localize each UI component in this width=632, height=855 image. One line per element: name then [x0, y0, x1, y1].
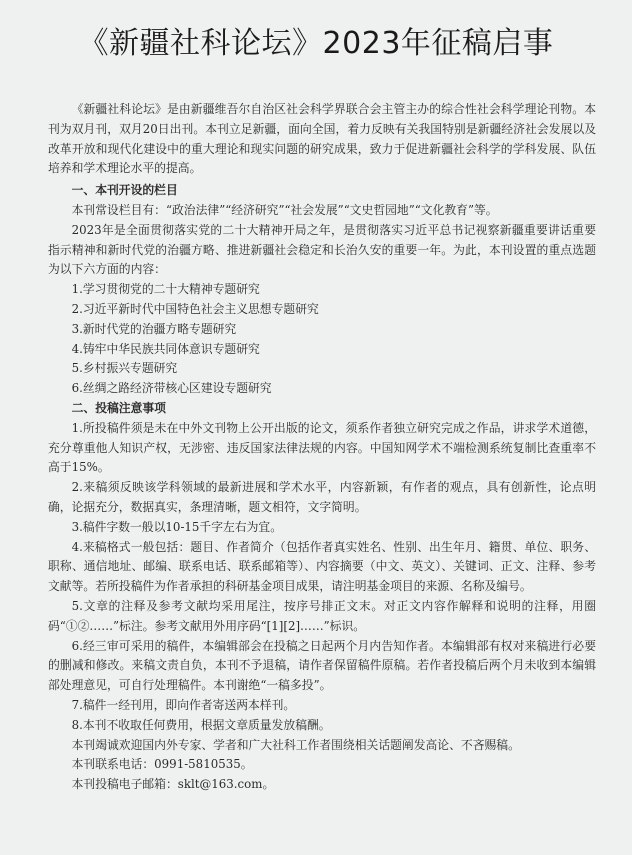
- topic-item: 4.铸牢中华民族共同体意识专题研究: [71, 341, 260, 356]
- topic-item: 3.新时代党的治疆方略专题研究: [71, 321, 237, 336]
- submission-item: 8.本刊不收取任何费用，根据文章质量发放稿酬。: [71, 717, 331, 732]
- submission-item: 5.文章的注释及参考文献均采用尾注，按序号排正文末。对正文内容作解释和说明的注释，用圈码“①②……”标注。参考文献用外用序码“[1][2]……”标识。: [48, 598, 596, 633]
- submission-item: 1.所投稿件须是未在中外文刊物上公开出版的论文，须系作者独立研究完成之作品，讲求学术道德，充分尊重他人知识产权，无涉密、违反国家法律法规的内容。中国知网学术不端检测系统复制比查重率不高于15%。: [48, 420, 596, 475]
- section-heading-submission: 二、投稿注意事项: [71, 400, 166, 415]
- submission-item: 3.稿件字数一般以10-15千字左右为宜。: [71, 519, 283, 534]
- submission-item: 4.来稿格式一般包括：题目、作者简介（包括作者真实姓名、性别、出生年月、籍贯、单位、职务、职称、通信地址、邮编、联系电话、联系邮箱等）、内容摘要（中文、英文）、关键词、正文、注释、参考文献等。若所投稿件为作者承担的科研基金项目成果，请注明基金项目的来源、名称及编号。: [48, 539, 596, 594]
- contact-phone: 本刊联系电话：0991-5810535。: [71, 757, 253, 772]
- submission-item: 6.经三审可采用的稿件，本编辑部会在投稿之日起两个月内告知作者。本编辑部有权对来稿进行必要的删减和修改。来稿文责自负，本刊不予退稿，请作者保留稿件原稿。若作者投稿后两个月未收到本编辑部处理意见，可自行处理稿件。本刊谢绝“一稿多投”。: [48, 638, 596, 693]
- intro-paragraph: 《新疆社科论坛》是由新疆维吾尔自治区社会科学界联合会主管主办的综合性社会科学理论刊物。本刊为双月刊，双月20日出刊。本刊立足新疆，面向全国，着力反映有关我国特别是新疆经济社会发展以及改革开放和现代化建设中的重大理论和现实问题的研究成果，致力于促进新疆社会科学的学科发展、队伍培养和学术理论水平的提高。: [48, 102, 596, 176]
- submission-item: 2.来稿须反映该学科领域的最新进展和学术水平，内容新颖，有作者的观点，具有创新性，论点明确，论据充分，数据真实，条理清晰，题文相符，文字简明。: [48, 480, 596, 514]
- section-heading-columns: 一、本刊开设的栏目: [71, 183, 178, 198]
- topic-item: 1.学习贯彻党的二十大精神专题研究: [71, 282, 260, 297]
- page-title: 《新疆社科论坛》2023年征稿启事: [78, 26, 554, 61]
- background-paragraph: 2023年是全面贯彻落实党的二十大精神开局之年，是贯彻落实习近平总书记视察新疆重要讲话重要指示精神和新时代党的治疆方略、推进新疆社会稳定和长治久安的重要一年。为此，本刊设置的重点选题为以下六方面的内容：: [48, 222, 596, 277]
- columns-paragraph: 本刊常设栏目有：“政治法律”“经济研究”“社会发展”“文史哲园地”“文化教育”等。: [71, 202, 498, 217]
- notice-body: [48, 100, 596, 795]
- closing-paragraph: 本刊竭诚欢迎国内外专家、学者和广大社科工作者围绕相关话题阐发高论、不吝赐稿。: [71, 737, 520, 752]
- topic-item: 2.习近平新时代中国特色社会主义思想专题研究: [71, 301, 319, 316]
- contact-email: 本刊投稿电子邮箱：sklt@163.com。: [71, 777, 275, 792]
- submission-item: 7.稿件一经刊用，即向作者寄送两本样刊。: [71, 697, 296, 712]
- topic-item: 5.乡村振兴专题研究: [71, 361, 178, 376]
- topic-item: 6.丝绸之路经济带核心区建设专题研究: [71, 381, 272, 396]
